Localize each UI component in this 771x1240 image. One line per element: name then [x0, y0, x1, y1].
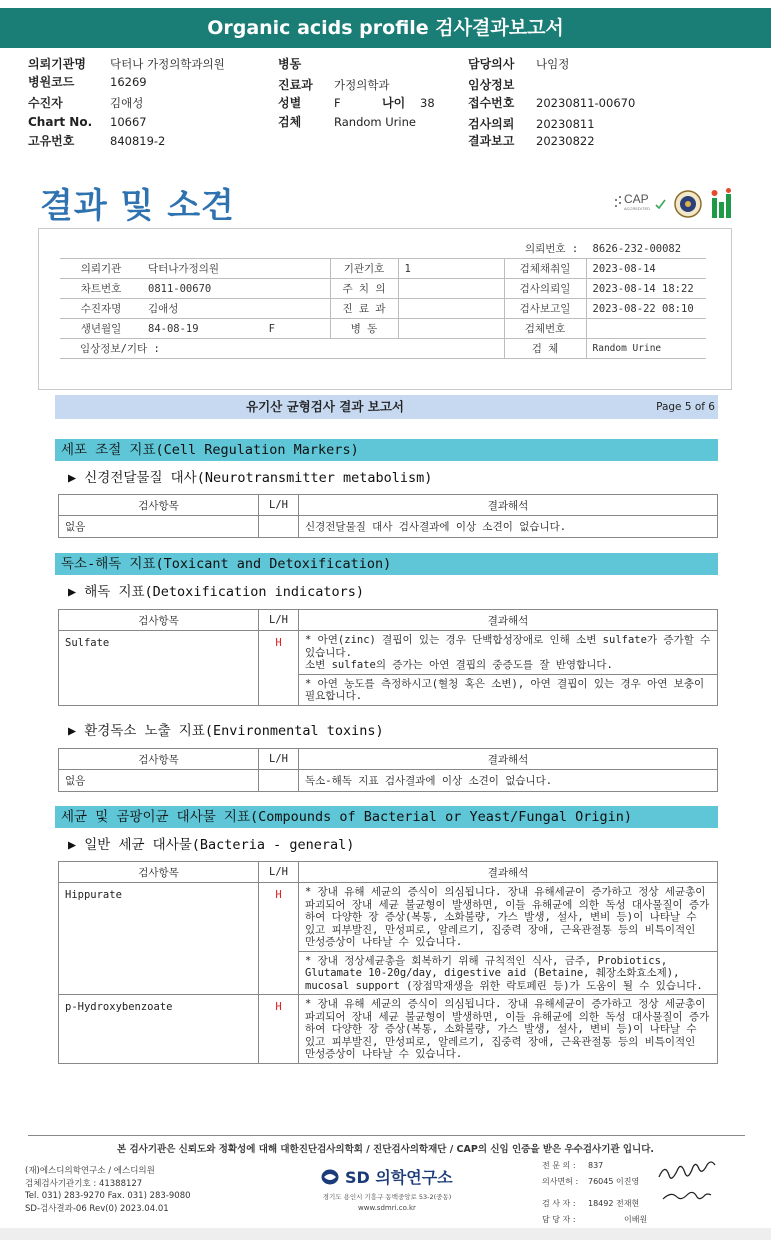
item-flag [259, 770, 299, 792]
req-no-label: 의뢰번호 : [525, 243, 579, 255]
card-label: 병 동 [330, 319, 398, 339]
col-interp: 결과해석 [299, 749, 718, 770]
card-label: 의뢰기관 [60, 259, 142, 279]
section-detox: 독소-해독 지표(Toxicant and Detoxification) [55, 553, 718, 575]
sex-label: 성별 [278, 96, 302, 110]
card-value: 김애성 [142, 299, 330, 319]
uid: 840819-2 [110, 134, 166, 148]
footer-org-info [25, 1165, 191, 1215]
item-name: 없음 [59, 770, 259, 792]
footer-divider [28, 1135, 745, 1136]
card-value: 2023-08-22 08:10 [586, 299, 706, 319]
req-date: 20230811 [536, 117, 595, 131]
interp-part: * 장내 유해 세균의 증식이 의심됩니다. 장내 유해세균이 증가하고 정상 세균총이 파괴되어 장내 세균 불균형이 발생하면, 이들 유해균에 의한 독성 대사물질이 증가하여 다양한 장 증상(복통, 소화불량, 가스 발생, 설사, 변비 등)이 나타날 수 있고 피부발진, 만성피로, 알레르기, 집중력 장애, 근육관절통 등의 비특이적인 만성증상이 나타날 수 있습니다. [305, 886, 710, 948]
item-interp: 신경전달물질 대사 검사결과에 이상 소견이 없습니다. [299, 516, 718, 538]
footer-org: (재)에스디의학연구소 / 에스디의원 [25, 1166, 155, 1176]
page-bottom [0, 1228, 771, 1240]
item-name: Hippurate [59, 883, 259, 995]
card-specimen: Random Urine [586, 339, 706, 359]
specimen-info-table [60, 258, 706, 359]
sign-row [542, 1198, 647, 1214]
report-date: 20230822 [536, 134, 595, 148]
card-value: 1 [398, 259, 504, 279]
item-name: p-Hydroxybenzoate [59, 995, 259, 1064]
item-interp [299, 995, 718, 1064]
card-value: 닥터나가정의원 [142, 259, 330, 279]
brand-name: SD 의학연구소 [344, 1168, 453, 1187]
bacteria-table [58, 861, 718, 1064]
patient-name: 김애성 [110, 96, 144, 110]
table-row [59, 631, 718, 706]
sign-label: 전 문 의 : [542, 1161, 576, 1170]
cap-text: CAP [624, 192, 649, 206]
signature-image [655, 1155, 727, 1211]
sub-bacteria-general: ▶ 일반 세균 대사물(Bacteria - general) [68, 837, 355, 853]
interp-part: * 아연 농도를 측정하시고(혈청 혹은 소변), 아연 결핍이 있는 경우 아연 보충이 필요합니다. [299, 674, 717, 705]
lab-logo-icon [712, 198, 717, 218]
interp-part: * 장내 유해 세균의 증식이 의심됩니다. 장내 유해세균이 증가하고 정상 세균총이 파괴되어 장내 세균 불균형이 발생하면, 이들 유해균에 의한 독성 대사물질이 증가하여 다양한 장 증상(복통, 소화불량, 가스 발생, 설사, 변비 등)이 나타날 수 있고 피부발진, 만성피로, 알레르기, 집중력 장애, 근육관절통 등의 비특이적인 만성증상이 나타날 수 있습니다. [305, 998, 710, 1060]
card-label: 차트번호 [60, 279, 142, 299]
card-value: 2023-08-14 18:22 [586, 279, 706, 299]
sign-value: 837 [588, 1161, 604, 1170]
brand-logo [312, 1165, 462, 1188]
footer-note: 본 검사기관은 신뢰도와 정확성에 대해 대한진단검사의학회 / 진단검사의학재단 / CAP의 신임 인증을 받은 우수검사기관 입니다. [117, 1144, 654, 1155]
sign-value: 18492 전재현 [588, 1199, 640, 1208]
req-no: 8626-232-00082 [592, 243, 682, 255]
item-name: 없음 [59, 516, 259, 538]
card-value: 0811-00670 [142, 279, 330, 299]
neurotransmitter-table [58, 494, 718, 538]
report-header [55, 395, 718, 419]
report-header-title: 유기산 균형검사 결과 보고서 [246, 399, 404, 414]
clinical-info-label: 임상정보/기타 : [60, 339, 504, 359]
footer-form-no: SD-검사결과-06 Rev(0) 2023.04.01 [25, 1203, 169, 1214]
specimen: Random Urine [334, 115, 416, 129]
interp-text: * 아연(zinc) 결핍이 있는 경우 단백합성장애로 인해 소변 sulfate가 증가할 수 있습니다. [305, 634, 711, 659]
col-interp: 결과해석 [299, 495, 718, 516]
dob: 84-08-19 [148, 322, 199, 335]
card-label: 기관기호 [330, 259, 398, 279]
card-label: 검체번호 [504, 319, 586, 339]
card-label: 검사의뢰일 [504, 279, 586, 299]
clinical-label: 임상정보 [468, 78, 515, 92]
footer-url: www.sdmri.co.kr [358, 1204, 416, 1212]
req-org-label: 의뢰기관명 [28, 57, 86, 71]
card-value [398, 299, 504, 319]
sd-logo-icon [321, 1169, 339, 1185]
sign-label: 담 당 자 : [542, 1215, 576, 1224]
col-lh: L/H [259, 610, 299, 631]
sign-value: 이배원 [624, 1215, 648, 1224]
doctor-label: 담당의사 [468, 57, 515, 71]
item-interp: 독소-해독 지표 검사결과에 이상 소견이 없습니다. [299, 770, 718, 792]
interp-part [299, 631, 717, 674]
card-value: 2023-08-14 [586, 259, 706, 279]
interp-part: * 장내 정상세균총을 회복하기 위해 규칙적인 식사, 금주, Probiotics, Glutamate 10-20g/day, digestive aid (Betaine, 췌장소화효소제), mucosal support (장점막재생을 위한 락토페린 등)가 도움이 될 수 있습니다. [299, 951, 717, 995]
detox-table [58, 609, 718, 706]
col-interp: 결과해석 [299, 862, 718, 883]
footer-code: 검체검사기관기호 : 41388127 [25, 1178, 143, 1189]
col-item: 검사항목 [59, 749, 259, 770]
col-lh: L/H [259, 749, 299, 770]
card-value [586, 319, 706, 339]
sign-value: 76045 이진영 [588, 1177, 640, 1186]
dept-label: 진료과 [278, 78, 313, 92]
doctor: 나임정 [536, 57, 570, 71]
sign-label: 검 사 자 : [542, 1199, 576, 1208]
card-label: 진 료 과 [330, 299, 398, 319]
result-title: 결과 및 소견 [40, 186, 235, 226]
interp-text: 소변 sulfate의 증가는 아연 결핍의 중증도를 잘 반영합니다. [305, 659, 613, 671]
card-sex: F [268, 322, 275, 335]
col-lh: L/H [259, 495, 299, 516]
report-date-label: 결과보고 [468, 134, 515, 148]
card-label: 검사보고일 [504, 299, 586, 319]
table-row [59, 770, 718, 792]
report-title-bar [0, 8, 771, 48]
card-label: 검체채취일 [504, 259, 586, 279]
col-item: 검사항목 [59, 862, 259, 883]
item-interp [299, 631, 718, 706]
sign-row [542, 1160, 647, 1176]
sub-neurotransmitter: ▶ 신경전달물질 대사(Neurotransmitter metabolism) [68, 470, 433, 486]
sex: F [334, 96, 341, 110]
sub-detox-indicators: ▶ 해독 지표(Detoxification indicators) [68, 584, 364, 600]
section-cell-regulation: 세포 조절 지표(Cell Regulation Markers) [55, 439, 718, 461]
footer-brand [312, 1165, 462, 1212]
sign-label: 의사면허 : [542, 1177, 579, 1186]
ward-label: 병동 [278, 57, 302, 71]
col-item: 검사항목 [59, 495, 259, 516]
hosp-code: 16269 [110, 75, 147, 89]
card-value [398, 319, 504, 339]
card-label: 수진자명 [60, 299, 142, 319]
col-lh: L/H [259, 862, 299, 883]
uid-label: 고유번호 [28, 134, 75, 148]
recv-no: 20230811-00670 [536, 96, 636, 110]
chart-label: Chart No. [28, 115, 93, 129]
footer-contact: Tel. 031) 283-9270 Fax. 031) 283-9080 [25, 1191, 191, 1201]
card-label: 주 치 의 [330, 279, 398, 299]
item-flag: H [259, 883, 299, 995]
req-no-line [525, 241, 681, 256]
footer-signatures [542, 1160, 647, 1230]
footer-address: 경기도 용인시 기흥구 동백중앙로 53-2(중동) [322, 1193, 452, 1201]
card-value [142, 319, 330, 339]
page-number: Page 5 of 6 [656, 401, 715, 413]
recv-label: 접수번호 [468, 96, 515, 110]
dept: 가정의학과 [334, 78, 390, 92]
hosp-code-label: 병원코드 [28, 75, 75, 89]
cap-sub: ACCREDITED [624, 206, 651, 211]
item-name: Sulfate [59, 631, 259, 706]
req-org: 닥터나 가정의학과의원 [110, 57, 225, 71]
table-row [59, 995, 718, 1064]
item-flag: H [259, 995, 299, 1064]
sign-row [542, 1176, 647, 1192]
cap-logo [610, 188, 740, 220]
item-flag: H [259, 631, 299, 706]
accreditation-logos [610, 188, 740, 220]
specimen-label: 검체 [278, 115, 302, 129]
table-row [59, 516, 718, 538]
card-label: 생년월일 [60, 319, 142, 339]
sub-environmental: ▶ 환경독소 노출 지표(Environmental toxins) [68, 723, 384, 739]
req-date-label: 검사의뢰 [468, 117, 515, 131]
report-title: Organic acids profile 검사결과보고서 [207, 17, 564, 39]
card-label: 검 체 [504, 339, 586, 359]
chart-no: 10667 [110, 115, 147, 129]
table-row [59, 883, 718, 995]
patient-label: 수진자 [28, 96, 63, 110]
age-label: 나이 [382, 96, 406, 110]
item-interp [299, 883, 718, 995]
col-item: 검사항목 [59, 610, 259, 631]
card-value [398, 279, 504, 299]
col-interp: 결과해석 [299, 610, 718, 631]
environmental-table [58, 748, 718, 792]
age: 38 [420, 96, 435, 110]
item-flag [259, 516, 299, 538]
section-bacteria: 세균 및 곰팡이균 대사물 지표(Compounds of Bacterial or Yeast/Fungal Origin) [55, 806, 718, 828]
